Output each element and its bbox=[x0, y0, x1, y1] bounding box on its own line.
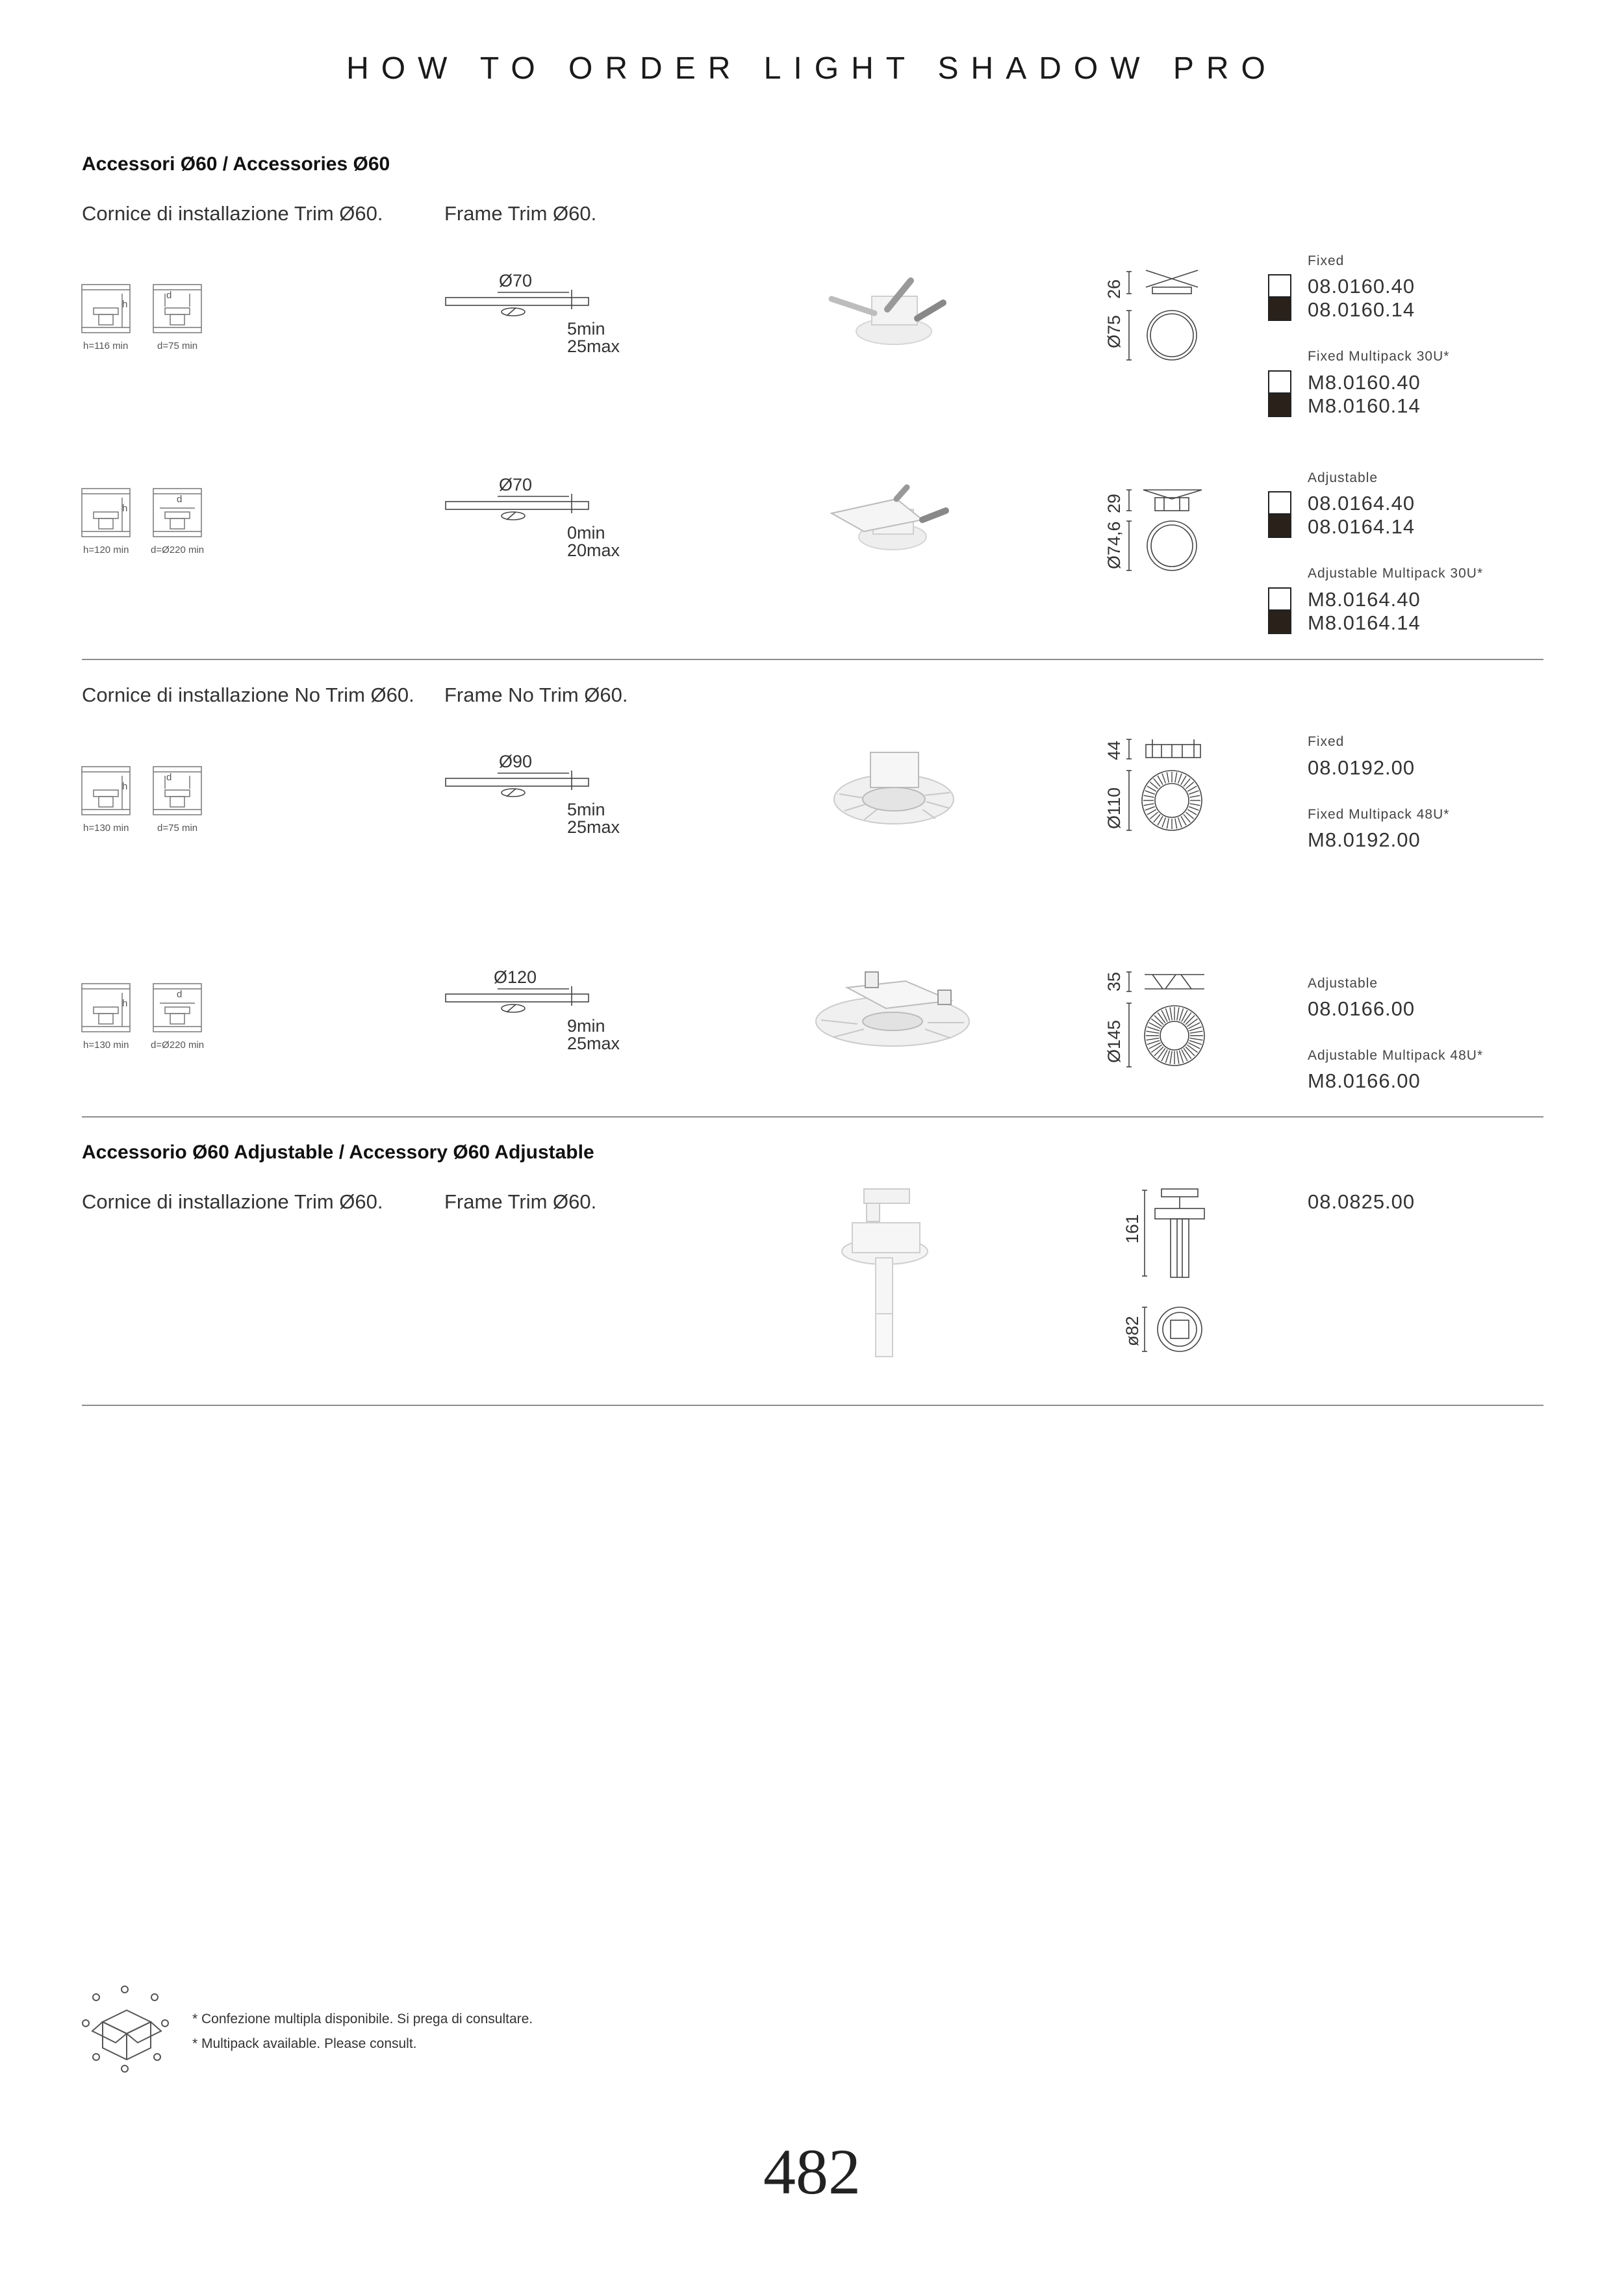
trim-fin bbox=[1162, 774, 1165, 784]
order-label-fixed: Fixed bbox=[1308, 253, 1345, 268]
frame-max: 20max bbox=[567, 541, 620, 560]
trim-fin bbox=[1190, 1038, 1203, 1040]
order-code: 08.0825.00 bbox=[1308, 1190, 1415, 1213]
order-code: M8.0160.40 bbox=[1308, 371, 1421, 394]
install-d-label: d bbox=[177, 494, 183, 505]
trim-fin bbox=[1158, 1012, 1165, 1023]
installation-diagram bbox=[82, 489, 218, 554]
installation-diagram bbox=[82, 984, 218, 1049]
dimension-drawing bbox=[1142, 1186, 1213, 1362]
install-h-label: h bbox=[122, 781, 128, 792]
frame-diameter: Ø120 bbox=[494, 967, 537, 987]
trim-fin bbox=[1144, 795, 1154, 797]
trim-fin bbox=[1147, 1038, 1160, 1040]
frame-min: 0min bbox=[567, 523, 605, 543]
order-code: 08.0192.00 bbox=[1308, 756, 1415, 779]
install-h-min: h=120 min bbox=[83, 544, 129, 556]
order-label-fixed: Fixed bbox=[1308, 734, 1345, 749]
dimension-drawing bbox=[1126, 968, 1211, 1079]
order-code: 08.0160.40 bbox=[1308, 275, 1415, 298]
order-code: M8.0160.14 bbox=[1308, 394, 1421, 417]
trim-fin bbox=[1190, 795, 1200, 797]
trim-fin bbox=[1154, 1016, 1163, 1025]
trim-fin bbox=[1187, 1019, 1197, 1027]
group-title-adjustable-trim-it: Cornice di installazione Trim Ø60. bbox=[82, 1190, 383, 1213]
color-swatch-white bbox=[1268, 491, 1291, 515]
trim-fin bbox=[1170, 1008, 1172, 1021]
trim-fin bbox=[1186, 1047, 1195, 1056]
trim-fin bbox=[1187, 810, 1197, 815]
trim-fin bbox=[1175, 819, 1177, 829]
frame-min: 5min bbox=[567, 800, 605, 819]
trim-fin bbox=[1158, 776, 1163, 785]
trim-fin bbox=[1190, 804, 1200, 806]
dim-height: 29 bbox=[1104, 493, 1124, 513]
frame-min: 5min bbox=[567, 319, 605, 339]
installation-diagram bbox=[82, 767, 218, 832]
install-d-label: d bbox=[166, 772, 172, 783]
multipack-box-icon bbox=[78, 1983, 175, 2080]
frame-diameter: Ø90 bbox=[499, 752, 533, 771]
trim-fin bbox=[1184, 1048, 1191, 1058]
dim-diameter: Ø75 bbox=[1104, 314, 1124, 348]
dim-diameter: Ø74,6 bbox=[1104, 521, 1124, 569]
install-d-label: d bbox=[166, 290, 172, 301]
trim-fin bbox=[1167, 773, 1169, 783]
group-title-no-trim-it: Cornice di installazione No Trim Ø60. bbox=[82, 683, 414, 706]
install-d-min: d=Ø220 min bbox=[151, 1040, 205, 1051]
trim-fin bbox=[1181, 816, 1186, 825]
install-d-min: d=Ø220 min bbox=[151, 544, 205, 556]
dim-diameter: ø82 bbox=[1123, 1316, 1142, 1346]
section-divider bbox=[82, 659, 1543, 660]
dim-height: 26 bbox=[1104, 279, 1124, 299]
trim-fin bbox=[1187, 1045, 1197, 1053]
product-image-adjustable-trim bbox=[825, 481, 968, 559]
trim-fin bbox=[1178, 817, 1182, 827]
trim-fin bbox=[1190, 1031, 1203, 1033]
color-swatch-white bbox=[1268, 587, 1291, 611]
install-h-label: h bbox=[122, 299, 128, 310]
color-swatch-black bbox=[1268, 394, 1291, 417]
frame-max: 25max bbox=[567, 817, 620, 837]
trim-fin bbox=[1147, 786, 1156, 791]
frame-max: 25max bbox=[567, 1034, 620, 1053]
trim-fin bbox=[1184, 1012, 1191, 1023]
group-title-adjustable-trim-en: Frame Trim Ø60. bbox=[444, 1190, 597, 1213]
order-code: M8.0166.00 bbox=[1308, 1069, 1421, 1092]
dimension-drawing bbox=[1126, 268, 1211, 372]
trim-fin bbox=[1189, 807, 1199, 810]
dim-diameter: Ø110 bbox=[1104, 787, 1124, 829]
order-code: M8.0164.40 bbox=[1308, 588, 1421, 611]
dimension-drawing bbox=[1126, 733, 1211, 843]
trim-fin bbox=[1151, 1045, 1161, 1053]
multipack-note-en: * Multipack available. Please consult. bbox=[192, 2036, 417, 2051]
trim-fin bbox=[1178, 774, 1182, 784]
install-h-label: h bbox=[122, 998, 128, 1009]
group-title-trim-it: Cornice di installazione Trim Ø60. bbox=[82, 202, 383, 225]
trim-fin bbox=[1145, 791, 1155, 794]
frame-diameter: Ø70 bbox=[499, 475, 533, 494]
trim-fin bbox=[1147, 810, 1156, 815]
trim-fin bbox=[1145, 807, 1155, 810]
trim-fin bbox=[1158, 1048, 1165, 1058]
order-code: 08.0160.14 bbox=[1308, 298, 1415, 321]
color-swatch-white bbox=[1268, 274, 1291, 298]
frame-min: 9min bbox=[567, 1016, 605, 1036]
install-h-min: h=130 min bbox=[83, 1040, 129, 1051]
install-d-min: d=75 min bbox=[157, 340, 198, 351]
section-divider bbox=[82, 1116, 1543, 1118]
color-swatch-black bbox=[1268, 298, 1291, 321]
trim-fin bbox=[1189, 791, 1199, 794]
color-swatch-white bbox=[1268, 370, 1291, 394]
install-d-min: d=75 min bbox=[157, 823, 198, 834]
trim-fin bbox=[1175, 773, 1177, 783]
trim-fin bbox=[1167, 819, 1169, 829]
product-image-adjustable-no-trim bbox=[808, 968, 977, 1059]
trim-fin bbox=[1151, 1019, 1161, 1027]
page-title: HOW TO ORDER LIGHT SHADOW PRO bbox=[346, 51, 1278, 86]
trim-fin bbox=[1162, 817, 1165, 827]
trim-fin bbox=[1186, 1016, 1195, 1025]
order-code: 08.0166.00 bbox=[1308, 997, 1415, 1020]
section-heading-accessory-adjustable: Accessorio Ø60 Adjustable / Accessory Ø60 Adjustable bbox=[82, 1142, 594, 1163]
order-code: M8.0192.00 bbox=[1308, 828, 1421, 851]
install-h-label: h bbox=[122, 503, 128, 514]
install-h-min: h=130 min bbox=[83, 823, 129, 834]
multipack-note-it: * Confezione multipla disponibile. Si prega di consultare. bbox=[192, 2012, 533, 2026]
frame-diameter: Ø70 bbox=[499, 271, 533, 290]
group-title-trim-en: Frame Trim Ø60. bbox=[444, 202, 597, 225]
dim-diameter: Ø145 bbox=[1104, 1019, 1124, 1063]
section-divider bbox=[82, 1405, 1543, 1406]
order-label-multipack: Fixed Multipack 48U* bbox=[1308, 807, 1450, 822]
product-image-fixed-no-trim bbox=[825, 746, 968, 830]
trim-fin bbox=[1147, 1031, 1160, 1033]
trim-fin bbox=[1181, 776, 1186, 785]
product-image-fixed-trim bbox=[822, 273, 965, 351]
order-label-adjustable: Adjustable bbox=[1308, 470, 1378, 485]
trim-fin bbox=[1187, 786, 1197, 791]
trim-fin bbox=[1154, 1047, 1163, 1056]
dim-height: 35 bbox=[1104, 971, 1124, 991]
installation-diagram bbox=[82, 285, 218, 350]
frame-max: 25max bbox=[567, 337, 620, 356]
install-h-min: h=116 min bbox=[83, 340, 129, 351]
color-swatch-black bbox=[1268, 515, 1291, 538]
page-number: 482 bbox=[763, 2136, 861, 2208]
section-heading-accessories: Accessori Ø60 / Accessories Ø60 bbox=[82, 153, 390, 175]
install-d-label: d bbox=[177, 989, 183, 1000]
trim-fin bbox=[1177, 1008, 1179, 1021]
order-label-multipack: Adjustable Multipack 30U* bbox=[1308, 566, 1484, 581]
trim-fin bbox=[1177, 1051, 1179, 1064]
trim-fin bbox=[1158, 816, 1163, 825]
order-label-multipack: Adjustable Multipack 48U* bbox=[1308, 1048, 1484, 1063]
dimension-drawing bbox=[1126, 483, 1211, 587]
product-image-install-tool bbox=[838, 1186, 935, 1368]
group-title-no-trim-en: Frame No Trim Ø60. bbox=[444, 683, 628, 706]
dim-height: 161 bbox=[1123, 1214, 1142, 1244]
trim-fin bbox=[1170, 1051, 1172, 1064]
trim-fin bbox=[1144, 804, 1154, 806]
order-label-adjustable: Adjustable bbox=[1308, 976, 1378, 991]
dim-height: 44 bbox=[1104, 740, 1124, 760]
order-label-multipack: Fixed Multipack 30U* bbox=[1308, 349, 1450, 364]
order-code: 08.0164.14 bbox=[1308, 515, 1415, 538]
color-swatch-black bbox=[1268, 611, 1291, 634]
order-code: 08.0164.40 bbox=[1308, 492, 1415, 515]
order-code: M8.0164.14 bbox=[1308, 611, 1421, 634]
